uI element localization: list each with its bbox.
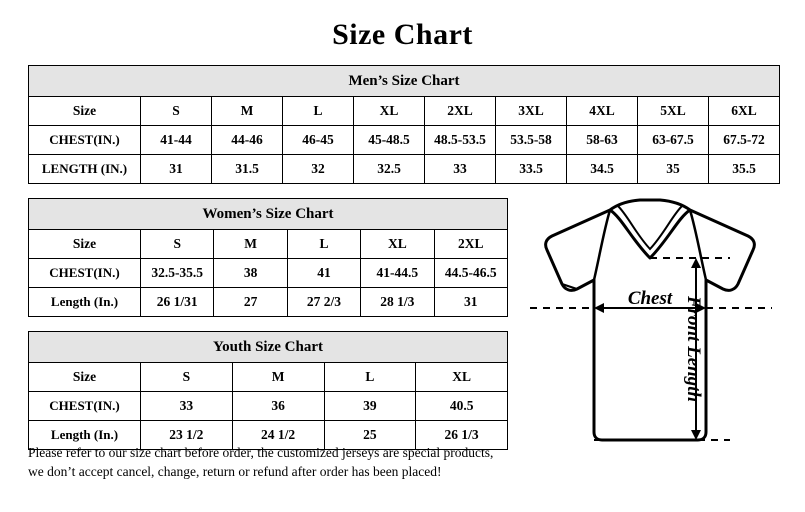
- table-caption-row: [29, 199, 508, 230]
- cell: 41: [287, 259, 360, 288]
- cell: 26 1/31: [141, 288, 214, 317]
- table-row: [29, 288, 508, 317]
- row-label-chest: CHEST(IN.): [29, 126, 141, 155]
- row-label-chest: CHEST(IN.): [29, 259, 141, 288]
- col-header-5xl: 5XL: [638, 97, 709, 126]
- col-header-s: S: [141, 363, 233, 392]
- table-header-row: [29, 97, 780, 126]
- col-header-xl: XL: [354, 97, 425, 126]
- table-row: [29, 392, 508, 421]
- note-line-1: Please refer to our size chart before order, the customized jerseys are special products,: [28, 445, 494, 460]
- cell: 31.5: [212, 155, 283, 184]
- cell: 41-44.5: [361, 259, 434, 288]
- col-header-size: Size: [29, 363, 141, 392]
- cell: 44.5-46.5: [434, 259, 507, 288]
- cell: 28 1/3: [361, 288, 434, 317]
- col-header-xl: XL: [416, 363, 508, 392]
- cell: 23 1/2: [141, 421, 233, 450]
- cell: 34.5: [567, 155, 638, 184]
- note-line-2: we don’t accept cancel, change, return or refund after order has been placed!: [28, 464, 442, 479]
- col-header-size: Size: [29, 230, 141, 259]
- shirt-diagram: [500, 196, 800, 486]
- cell: 48.5-53.5: [425, 126, 496, 155]
- cell: 27: [214, 288, 287, 317]
- cell: 44-46: [212, 126, 283, 155]
- order-policy-note: [28, 443, 528, 481]
- table-header-row: [29, 363, 508, 392]
- cell: 25: [324, 421, 416, 450]
- cell: 67.5-72: [709, 126, 780, 155]
- front-length-label: Front Length: [683, 295, 704, 403]
- cell: 32.5: [354, 155, 425, 184]
- table-row: [29, 155, 780, 184]
- cell: 41-44: [141, 126, 212, 155]
- table-row: [29, 126, 780, 155]
- col-header-l: L: [287, 230, 360, 259]
- col-header-m: M: [214, 230, 287, 259]
- col-header-l: L: [283, 97, 354, 126]
- womens-table-caption: Women’s Size Chart: [29, 199, 508, 230]
- row-label-length: Length (In.): [29, 288, 141, 317]
- col-header-3xl: 3XL: [496, 97, 567, 126]
- cell: 53.5-58: [496, 126, 567, 155]
- youth-size-table: [28, 331, 508, 450]
- col-header-s: S: [141, 97, 212, 126]
- table-caption-row: [29, 66, 780, 97]
- cell: 58-63: [567, 126, 638, 155]
- cell: 38: [214, 259, 287, 288]
- cell: 32.5-35.5: [141, 259, 214, 288]
- cell: 46-45: [283, 126, 354, 155]
- cell: 32: [283, 155, 354, 184]
- col-header-s: S: [141, 230, 214, 259]
- col-header-m: M: [212, 97, 283, 126]
- shirt-measurement-illustration: [500, 196, 800, 486]
- cell: 31: [434, 288, 507, 317]
- col-header-xl: XL: [361, 230, 434, 259]
- row-label-length: LENGTH (IN.): [29, 155, 141, 184]
- table-row: [29, 259, 508, 288]
- cell: 39: [324, 392, 416, 421]
- cell: 33: [141, 392, 233, 421]
- cell: 33.5: [496, 155, 567, 184]
- table-header-row: [29, 230, 508, 259]
- cell: 63-67.5: [638, 126, 709, 155]
- chest-label: Chest: [627, 288, 673, 309]
- cell: 26 1/3: [416, 421, 508, 450]
- cell: 40.5: [416, 392, 508, 421]
- col-header-2xl: 2XL: [425, 97, 496, 126]
- row-label-length: Length (In.): [29, 421, 141, 450]
- table-caption-row: [29, 332, 508, 363]
- mens-size-table: [28, 65, 780, 184]
- page-title: Size Chart: [332, 18, 473, 51]
- cell: 36: [232, 392, 324, 421]
- col-header-l: L: [324, 363, 416, 392]
- row-label-chest: CHEST(IN.): [29, 392, 141, 421]
- cell: 45-48.5: [354, 126, 425, 155]
- col-header-m: M: [232, 363, 324, 392]
- cell: 35: [638, 155, 709, 184]
- cell: 24 1/2: [232, 421, 324, 450]
- cell: 35.5: [709, 155, 780, 184]
- womens-size-table: [28, 198, 508, 317]
- cell: 31: [141, 155, 212, 184]
- col-header-6xl: 6XL: [709, 97, 780, 126]
- col-header-size: Size: [29, 97, 141, 126]
- cell: 33: [425, 155, 496, 184]
- col-header-2xl: 2XL: [434, 230, 507, 259]
- mens-table-caption: Men’s Size Chart: [29, 66, 780, 97]
- col-header-4xl: 4XL: [567, 97, 638, 126]
- youth-table-caption: Youth Size Chart: [29, 332, 508, 363]
- cell: 27 2/3: [287, 288, 360, 317]
